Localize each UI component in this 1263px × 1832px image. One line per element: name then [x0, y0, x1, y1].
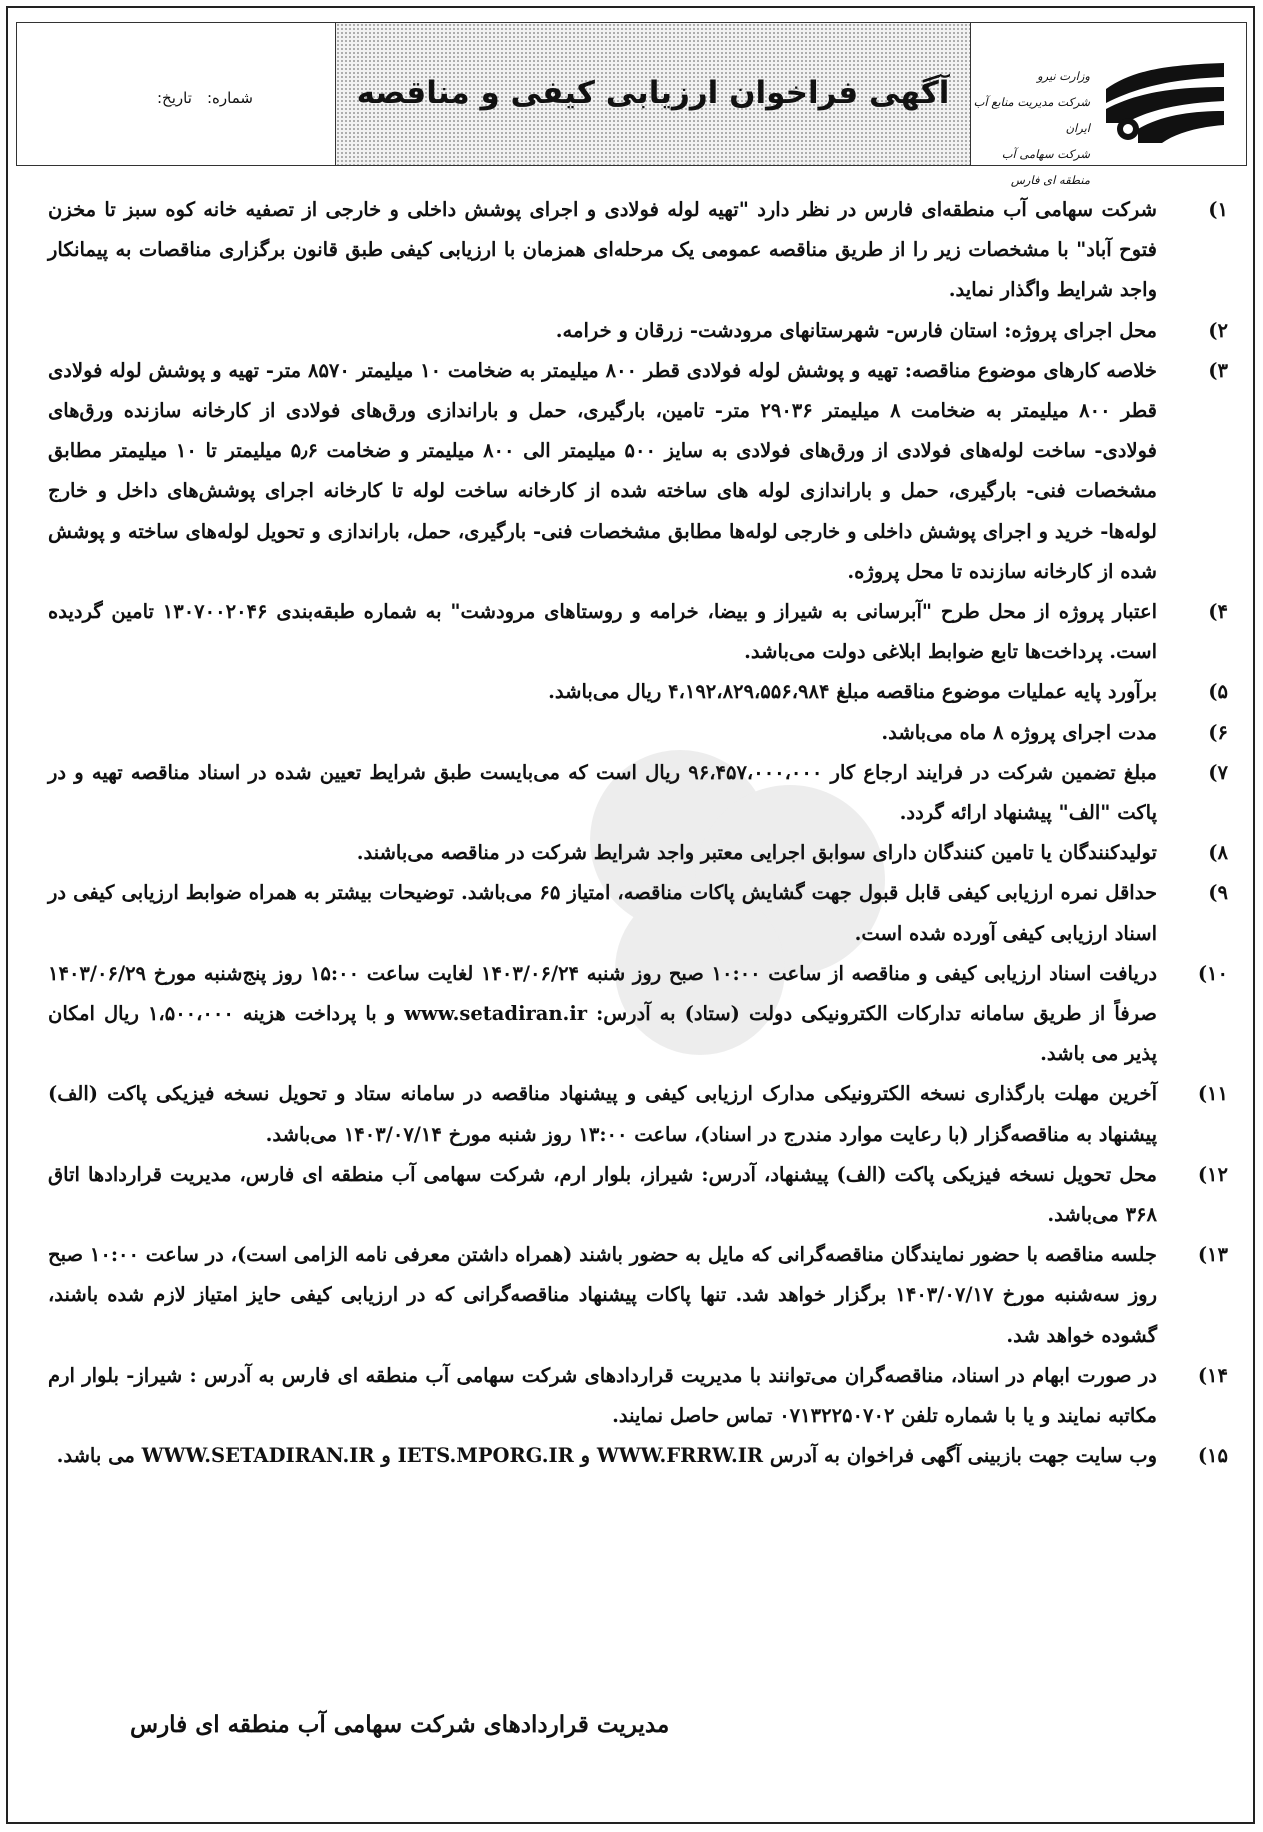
notice-item-14 — [48, 1356, 1228, 1436]
organization-box — [971, 23, 1246, 187]
organization-lines — [971, 63, 1090, 193]
number-date-box — [17, 23, 336, 165]
title-box — [336, 23, 971, 165]
notice-item-10 — [48, 954, 1228, 1075]
item-number: ۱۲) — [1197, 1162, 1228, 1186]
notice-item-2 — [48, 311, 1228, 351]
item-text-and-2: و — [381, 1444, 391, 1468]
item-text: اعتبار پروژه از محل طرح "آبرسانی به شیراز و بیضا، خرامه و روستاهای مرودشت" به شماره طبقه‌بندی ۱۳۰۷۰۰۲۰۴۶ تامین گردیده است. پرداخت‌ها تابع ضوابط ابلاغی دولت می‌باشد. — [48, 600, 1157, 664]
item-text: برآورد پایه عملیات موضوع مناقصه مبلغ ۴،۱۹۲،۸۲۹،۵۵۶،۹۸۴ ریال می‌باشد. — [548, 680, 1157, 704]
item-number: ۵) — [1208, 680, 1228, 704]
item-text: شرکت سهامی آب منطقه‌ای فارس در نظر دارد "تهیه لوله فولادی و اجرای پوشش داخلی و خارجی از تصفیه خانه کوه سبز تا مخزن فتوح آباد" با مشخصات زیر را از طریق مناقصه عمومی یک مرحله‌ای همزمان با ارزیابی کیفی طبق قانون برگزاری مناقصات به پیمانکار واجد شرایط واگذار نماید. — [48, 198, 1157, 302]
item-number: ۸) — [1208, 841, 1228, 865]
item-number: ۲) — [1208, 318, 1228, 342]
item-text: مدت اجرای پروژه ۸ ماه می‌باشد. — [881, 720, 1157, 744]
notice-item-9 — [48, 873, 1228, 953]
notice-item-8 — [48, 833, 1228, 873]
item-text: جلسه مناقصه با حضور نمایندگان مناقصه‌گرانی که مایل به حضور باشند (همراه داشتن معرفی نامه الزامی است)، در ساعت ۱۰:۰۰ صبح روز سه‌شنبه مورخ ۱۴۰۳/۰۷/۱۷ برگزار خواهد شد. تنها پاکات پیشنهاد مناقصه‌گرانی که در ارزیابی کیفی حایز امتیاز لازم شده باشند، گشوده خواهد شد. — [48, 1243, 1157, 1347]
item-text-after: می باشد. — [56, 1444, 135, 1468]
notice-item-6 — [48, 713, 1228, 753]
number-label: شماره: — [207, 89, 253, 107]
water-company-logo-icon — [1102, 59, 1228, 145]
item-number: ۴) — [1208, 600, 1228, 624]
tender-notice-body — [48, 190, 1228, 1477]
item-text: وب سایت جهت بازبینی آگهی فراخوان به آدرس — [769, 1444, 1157, 1468]
item-text: خلاصه کارهای موضوع مناقصه: تهیه و پوشش لوله فولادی قطر ۸۰۰ میلیمتر به ضخامت ۱۰ میلیمتر ۸۵۷۰ متر- تهیه و پوشش لوله فولادی قطر ۸۰۰ میلیمتر به ضخامت ۸ میلیمتر ۲۹۰۳۶ متر- تامین، بارگیری، حمل و باراندازی ورق‌های فولادی از کارخانه سازنده ورق‌های فولادی- ساخت لوله‌های فولادی از ورق‌های فولادی به سایز ۵۰۰ میلیمتر الی ۸۰۰ میلیمتر و ضخامت ۵٫۶ میلیمتر تا ۱۰ میلیمتر مطابق مشخصات فنی- بارگیری، حمل و باراندازی لوله های ساخته شده از کارخانه ساخت لوله تا کارخانه اجرای پوشش‌های داخل و خارج لوله‌ها- خرید و اجرای پوشش داخلی و خارجی لوله‌ها مطابق مشخصات فنی- بارگیری، حمل، باراندازی و تحویل لوله‌های ساخته و پوشش شده از کارخانه سازنده تا محل پروژه. — [48, 358, 1157, 583]
frrw-link[interactable]: WWW.FRRW.IR — [596, 1444, 764, 1468]
item-number: ۱۳) — [1197, 1243, 1228, 1267]
item-text: محل اجرای پروژه: استان فارس- شهرستانهای مرودشت- زرقان و خرامه. — [555, 318, 1157, 342]
notice-item-12 — [48, 1155, 1228, 1235]
item-text: در صورت ابهام در اسناد، مناقصه‌گران می‌توانند با مدیریت قراردادهای شرکت سهامی آب منطقه ای فارس به آدرس : شیراز- بلوار ارم مکاتبه نمایند و یا با شماره تلفن ۰۷۱۳۲۲۵۰۷۰۲ تماس حاصل نمایند. — [48, 1363, 1157, 1428]
item-number: ۱۴) — [1197, 1363, 1228, 1387]
notice-item-4 — [48, 592, 1228, 672]
document-header — [16, 22, 1247, 187]
notice-item-7 — [48, 753, 1228, 833]
item-text-and: و — [580, 1444, 591, 1468]
item-number: ۷) — [1208, 760, 1228, 784]
item-text: تولیدکنندگان یا تامین کنندگان دارای سوابق اجرایی معتبر واجد شرایط شرکت در مناقصه می‌باشند. — [356, 841, 1157, 865]
item-text: آخرین مهلت بارگذاری نسخه الکترونیکی مدارک ارزیابی کیفی و پیشنهاد مناقصه در سامانه ستاد و تحویل نسخه فیزیکی پاکت (الف) پیشنهاد به مناقصه‌گزار (با رعایت موارد مندرج در اسناد)، ساعت ۱۳:۰۰ روز شنبه مورخ ۱۴۰۳/۰۷/۱۴ می‌باشد. — [48, 1082, 1157, 1146]
notice-item-1 — [48, 190, 1228, 311]
notice-item-13 — [48, 1235, 1228, 1356]
notice-item-15 — [48, 1436, 1228, 1476]
date-label: تاریخ: — [157, 89, 192, 107]
org-line-company: شرکت مدیریت منابع آب ایران — [973, 95, 1090, 135]
item-text: حداقل نمره ارزیابی کیفی قابل قبول جهت گشایش پاکات مناقصه، امتیاز ۶۵ می‌باشد. توضیحات بیشتر به همراه ضوابط ارزیابی کیفی در اسناد ارزیابی کیفی آورده شده است. — [48, 881, 1157, 945]
org-line-ministry: وزارت نیرو — [1037, 69, 1090, 83]
item-text: مبلغ تضمین شرکت در فرایند ارجاع کار ۹۶،۴۵۷،۰۰۰،۰۰۰ ریال است که می‌بایست طبق شرایط تعیین شده در اسناد مناقصه تهیه و در پاکت "الف" پیشنهاد ارائه گردد. — [48, 760, 1157, 825]
item-text: دریافت اسناد ارزیابی کیفی و مناقصه از ساعت ۱۰:۰۰ صبح روز شنبه ۱۴۰۳/۰۶/۲۴ لغایت ساعت ۱۵:۰۰ روز پنج‌شنبه مورخ ۱۴۰۳/۰۶/۲۹ صرفاً از طریق سامانه تدارکات الکترونیکی دولت (ستاد) به آدرس: — [48, 961, 1158, 1026]
item-text: محل تحویل نسخه فیزیکی پاکت (الف) پیشنهاد، آدرس: شیراز، بلوار ارم، شرکت سهامی آب منطقه ای فارس، مدیریت قراردادها اتاق ۳۶۸ می‌باشد. — [48, 1162, 1157, 1227]
item-number: ۱۵) — [1197, 1444, 1228, 1468]
item-number: ۱۰) — [1197, 961, 1228, 985]
item-number: ۳) — [1208, 358, 1228, 382]
item-number: ۱) — [1208, 198, 1228, 221]
setadiran-upper-link[interactable]: WWW.SETADIRAN.IR — [141, 1444, 375, 1468]
iets-link[interactable]: IETS.MPORG.IR — [397, 1444, 574, 1468]
item-number: ۶) — [1208, 720, 1228, 744]
notice-item-11 — [48, 1074, 1228, 1154]
signature-line: مدیریت قراردادهای شرکت سهامی آب منطقه ای فارس — [130, 1711, 670, 1738]
org-line-regional: شرکت سهامی آب منطقه ای فارس — [1001, 147, 1090, 187]
notice-item-3 — [48, 351, 1228, 592]
item-text-after: و با پرداخت هزینه ۱،۵۰۰،۰۰۰ ریال امکان پذیر می باشد. — [48, 1002, 1157, 1066]
item-number: ۹) — [1208, 881, 1228, 905]
setadiran-link[interactable]: www.setadiran.ir — [404, 1002, 588, 1026]
item-number: ۱۱) — [1197, 1082, 1228, 1106]
notice-item-5 — [48, 672, 1228, 712]
page-title: آگهی فراخوان ارزیابی کیفی و مناقصه — [356, 75, 950, 111]
